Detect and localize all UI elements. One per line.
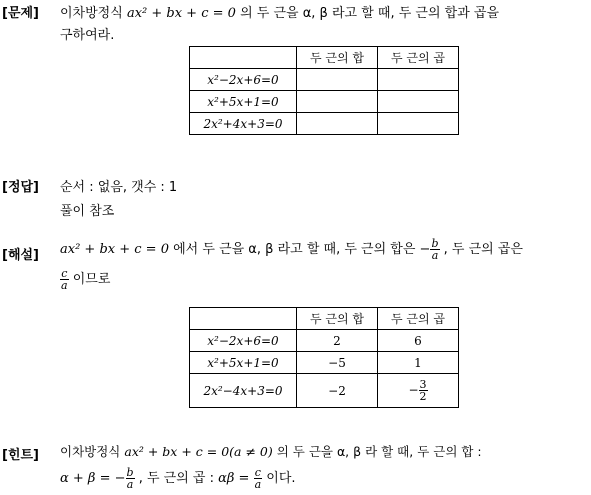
solution-line-2 — [60, 268, 110, 292]
hint-end: 이다. — [266, 471, 296, 486]
table2-sum-1: 2 — [297, 330, 378, 352]
table1-header-blank — [190, 47, 297, 69]
table2-eq-3: 2x²−4x+3=0 — [190, 374, 297, 408]
table2-header-sum: 두 근의 합 — [297, 308, 378, 330]
hint-sum-fraction — [126, 467, 135, 490]
hint-equation: ax² + bx + c = 0(a ≠ 0) — [124, 444, 273, 459]
table1-sum-3 — [297, 113, 378, 135]
table2-prod-3-sign: − — [408, 383, 419, 397]
table2-sum-2: −5 — [297, 352, 378, 374]
table2-eq-1: x²−2x+6=0 — [190, 330, 297, 352]
hint-line-1 — [60, 440, 482, 464]
solution-sum-numerator: b — [431, 237, 439, 250]
table1-prod-3 — [378, 113, 459, 135]
hint-prod-fraction — [254, 467, 263, 490]
problem-line-1 — [60, 2, 499, 21]
solution-prod-denominator: a — [61, 279, 68, 292]
table1-eq-2: x²+5x+1=0 — [190, 91, 297, 113]
solution-after-sum: , 두 근의 곱은 — [443, 242, 523, 257]
solution-sum-fraction — [430, 238, 439, 261]
problem-table — [189, 46, 459, 135]
hint-prod-expr: αβ = — [218, 471, 250, 486]
table1-eq-1: x²−2x+6=0 — [190, 69, 297, 91]
hint-prod-numerator: c — [254, 466, 261, 479]
table1-eq-3: 2x²+4x+3=0 — [190, 113, 297, 135]
hint-sum-expr: α + β = − — [60, 471, 126, 486]
solution-prod-fraction — [60, 268, 69, 291]
solution-sum-sign: − — [419, 242, 431, 257]
solution-mid: 에서 두 근을 α, β 라고 할 때, 두 근의 합은 — [173, 242, 416, 257]
table1-prod-2 — [378, 91, 459, 113]
solution-label: [해설] — [2, 248, 39, 263]
hint-prefix: 이차방정식 — [60, 444, 121, 459]
hint-sum-denominator: a — [126, 478, 134, 491]
problem-equation: ax² + bx + c = 0 — [126, 6, 236, 21]
solution-line2-suffix: 이므로 — [72, 272, 111, 287]
answer-line-1: 순서 : 없음, 갯수 : 1 — [60, 180, 178, 195]
problem-suffix: 의 두 근을 α, β 라고 할 때, 두 근의 합과 곱을 — [240, 6, 500, 21]
hint-suffix: 의 두 근을 α, β 라 할 때, 두 근의 합 : — [276, 444, 482, 459]
table2-prod-3-fraction — [419, 379, 428, 402]
table2-prod-3-denominator: 2 — [419, 390, 427, 403]
solution-table — [189, 307, 459, 408]
table1-sum-1 — [297, 69, 378, 91]
hint-label: [힌트] — [2, 448, 39, 463]
table1-header-product: 두 근의 곱 — [378, 47, 459, 69]
solution-prod-numerator: c — [61, 267, 68, 280]
solution-line-1 — [60, 238, 523, 262]
hint-line-2 — [60, 466, 296, 492]
hint-prod-denominator: a — [254, 478, 262, 491]
problem-label: [문제] — [2, 6, 39, 21]
table2-sum-3: −2 — [297, 374, 378, 408]
table1-sum-2 — [297, 91, 378, 113]
solution-sum-denominator: a — [431, 249, 439, 262]
solution-equation: ax² + bx + c = 0 — [60, 242, 169, 257]
table2-prod-3-numerator: 3 — [419, 378, 427, 391]
table2-eq-2: x²+5x+1=0 — [190, 352, 297, 374]
answer-label: [정답] — [2, 180, 39, 195]
table2-prod-2: 1 — [378, 352, 459, 374]
answer-line-2: 풀이 참조 — [60, 204, 115, 219]
table1-header-sum: 두 근의 합 — [297, 47, 378, 69]
table2-prod-3 — [378, 374, 459, 408]
hint-sum-numerator: b — [126, 466, 134, 479]
table2-header-product: 두 근의 곱 — [378, 308, 459, 330]
table2-header-blank — [190, 308, 297, 330]
hint-mid: , 두 근의 곱 : — [138, 471, 214, 486]
table1-prod-1 — [378, 69, 459, 91]
problem-prefix: 이차방정식 — [60, 6, 123, 21]
problem-line-2: 구하여라. — [60, 28, 115, 43]
table2-prod-1: 6 — [378, 330, 459, 352]
